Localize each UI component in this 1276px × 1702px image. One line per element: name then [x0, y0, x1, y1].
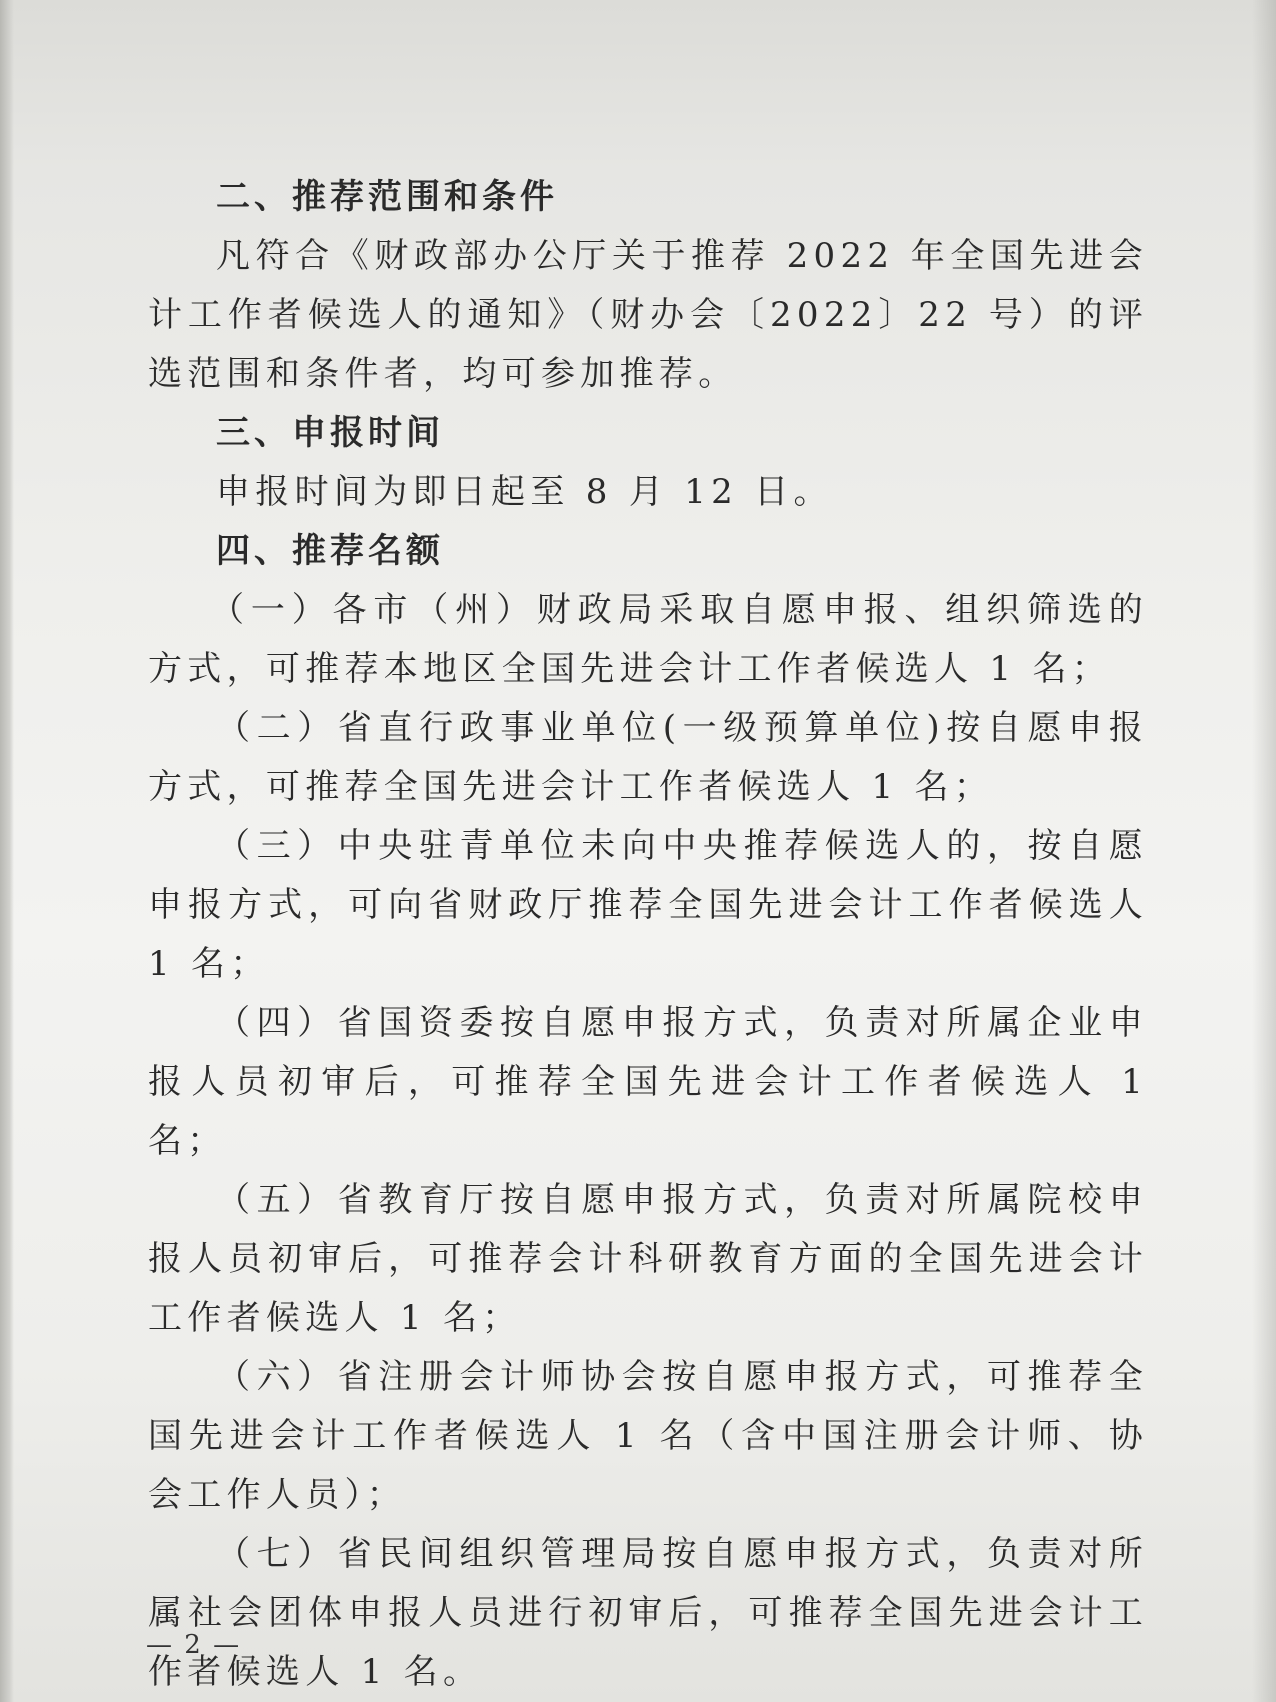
paragraph-deadline: 申报时间为即日起至 8 月 12 日。: [216, 472, 833, 512]
document-body: [148, 168, 1148, 1702]
quota-item-5: （五）省教育厅按自愿申报方式，负责对所属院校申报人员初审后，可推荐会计科研教育方面的全国先进会计工作者候选人 1 名；: [148, 1180, 1148, 1338]
quota-item-6: （六）省注册会计师协会按自愿申报方式，可推荐全国先进会计工作者候选人 1 名（含中国注册会计师、协会工作人员）；: [148, 1357, 1148, 1515]
section-heading-deadline: 三、申报时间: [216, 413, 444, 453]
quota-item-3: （三）中央驻青单位未向中央推荐候选人的，按自愿申报方式，可向省财政厅推荐全国先进会计工作者候选人 1 名；: [148, 826, 1148, 984]
quota-item-2: （二）省直行政事业单位(一级预算单位)按自愿申报方式，可推荐全国先进会计工作者候选人 1 名；: [148, 708, 1148, 807]
quota-item-1: （一）各市（州）财政局采取自愿申报、组织筛选的方式，可推荐本地区全国先进会计工作者候选人 1 名；: [148, 590, 1148, 689]
quota-item-4: （四）省国资委按自愿申报方式，负责对所属企业申报人员初审后，可推荐全国先进会计工作者候选人 1 名；: [148, 1003, 1148, 1161]
page-number: — 2 —: [146, 1630, 242, 1660]
section-heading-scope: 二、推荐范围和条件: [216, 177, 558, 217]
paragraph-scope: 凡符合《财政部办公厅关于推荐 2022 年全国先进会计工作者候选人的通知》（财办会〔2022〕22 号）的评选范围和条件者，均可参加推荐。: [148, 236, 1148, 394]
quota-item-7: （七）省民间组织管理局按自愿申报方式，负责对所属社会团体申报人员进行初审后，可推荐全国先进会计工作者候选人 1 名。: [148, 1534, 1148, 1692]
section-heading-quota: 四、推荐名额: [216, 531, 444, 571]
